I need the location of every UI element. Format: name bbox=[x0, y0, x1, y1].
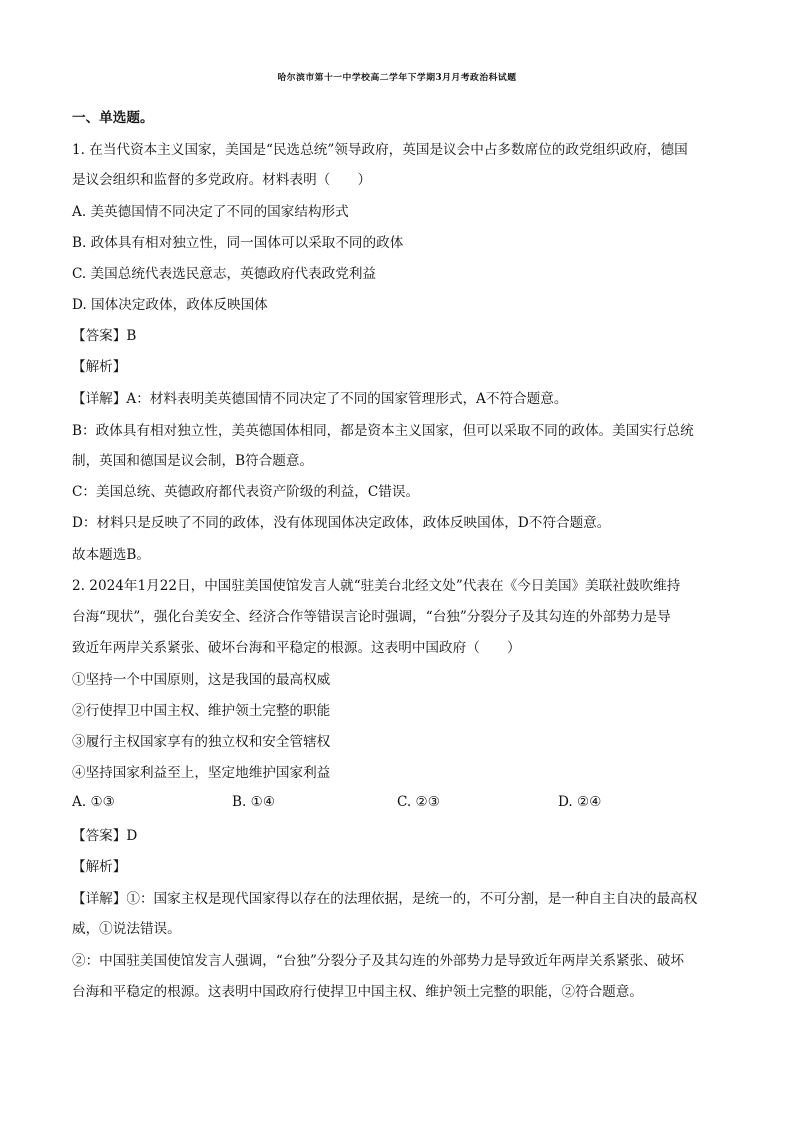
q2-stem-line3: 致近年两岸关系紧张、破坏台海和平稳定的根源。这表明中国政府（ ） bbox=[72, 640, 521, 656]
q2-detail-1-line2: 威，①说法错误。 bbox=[72, 921, 181, 937]
q2-item-4: ④坚持国家利益至上，坚定地维护国家利益 bbox=[72, 765, 331, 781]
q1-option-a: A. 美英德国情不同决定了不同的国家结构形式 bbox=[72, 204, 349, 220]
q2-item-2: ②行使捍卫中国主权、维护领土完整的职能 bbox=[72, 703, 331, 719]
page-title: 哈尔滨市第十一中学校高二学年下学期3月月考政治科试题 bbox=[277, 73, 517, 83]
q2-option-d: D. ②④ bbox=[558, 794, 602, 810]
q1-option-d: D. 国体决定政体，政体反映国体 bbox=[72, 297, 268, 313]
q2-option-a: A. ①③ bbox=[72, 794, 115, 810]
q2-analysis-label: 【解析】 bbox=[72, 859, 127, 875]
q1-stem-line1: 1. 在当代资本主义国家，美国是“民选总统”领导政府，英国是议会中占多数席位的政党组织政府，德国 bbox=[72, 142, 688, 158]
q2-detail-1-line1: 【详解】①：国家主权是现代国家得以存在的法理依据，是统一的，不可分割，是一种自主自决的最高权 bbox=[72, 891, 698, 907]
q2-option-c: C. ②③ bbox=[397, 794, 440, 810]
q1-detail-b-line1: B：政体具有相对独立性，美英德国体相同，都是资本主义国家，但可以采取不同的政体。美国实行总统 bbox=[72, 423, 694, 439]
section-heading: 一、单选题。 bbox=[72, 110, 154, 126]
q2-detail-2-line2: 台海和平稳定的根源。这表明中国政府行使捍卫中国主权、维护领土完整的职能，②符合题意。 bbox=[72, 984, 643, 1000]
q2-item-3: ③履行主权国家享有的独立权和安全管辖权 bbox=[72, 734, 331, 750]
q1-answer: 【答案】B bbox=[72, 328, 137, 344]
q1-detail-c: C：美国总统、英德政府都代表资产阶级的利益，C错误。 bbox=[72, 484, 420, 500]
q1-detail-d: D：材料只是反映了不同的政体，没有体现国体决定政体，政体反映国体，D不符合题意。 bbox=[72, 515, 611, 531]
q1-stem-line2: 是议会组织和监督的多党政府。材料表明（ ） bbox=[72, 172, 372, 188]
q2-option-b: B. ①④ bbox=[232, 794, 276, 810]
q2-detail-2-line1: ②：中国驻美国使馆发言人强调，“台独”分裂分子及其勾连的外部势力是导致近年两岸关系紧张、破坏 bbox=[72, 953, 685, 969]
q1-conclusion: 故本题选B。 bbox=[72, 547, 150, 563]
q1-detail-a: 【详解】A：材料表明美英德国情不同决定了不同的国家管理形式，A不符合题意。 bbox=[72, 391, 568, 407]
q2-stem-line2: 台海“现状”，强化台美安全、经济合作等错误言论时强调，“台独”分裂分子及其勾连的外部势力是导 bbox=[72, 609, 671, 625]
q2-stem-line1: 2. 2024年1月22日，中国驻美国使馆发言人就“驻美台北经文处”代表在《今日美国》美联社鼓吹维持 bbox=[72, 578, 681, 594]
q1-detail-b-line2: 制，英国和德国是议会制，B符合题意。 bbox=[72, 453, 314, 469]
q1-analysis-label: 【解析】 bbox=[72, 359, 127, 375]
q1-option-b: B. 政体具有相对独立性，同一国体可以采取不同的政体 bbox=[72, 235, 404, 251]
q2-options-row bbox=[72, 794, 722, 814]
q1-option-c: C. 美国总统代表选民意志，英德政府代表政党利益 bbox=[72, 266, 377, 282]
q2-answer: 【答案】D bbox=[72, 828, 138, 844]
q2-item-1: ①坚持一个中国原则，这是我国的最高权威 bbox=[72, 672, 331, 688]
